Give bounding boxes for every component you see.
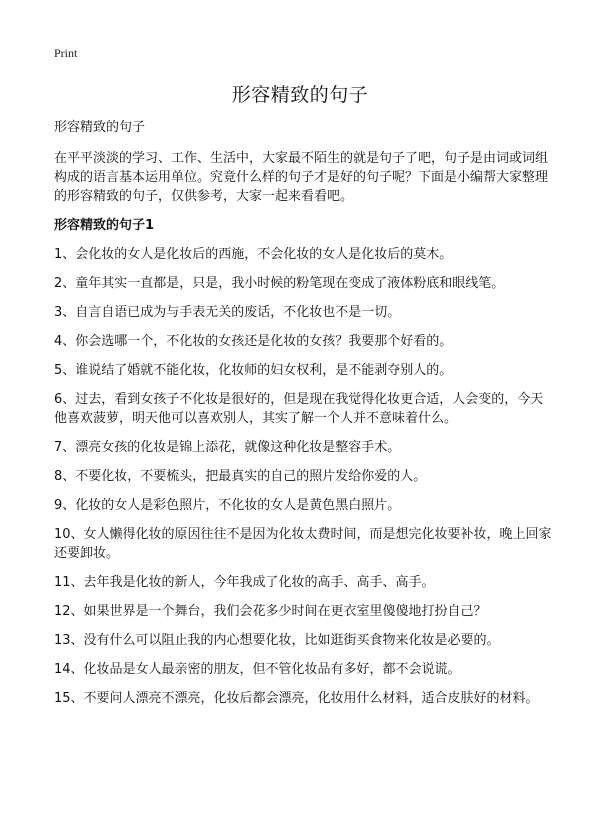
list-item: 11、去年我是化妆的新人，今年我成了化妆的高手、高手、高手。 xyxy=(54,575,435,590)
list-item: 4、你会选哪一个，不化妆的女孩还是化妆的女孩？我要那个好看的。 xyxy=(54,334,453,349)
list-item: 14、化妆品是女人最亲密的朋友，但不管化妆品有多好，都不会说谎。 xyxy=(54,662,461,677)
print-link[interactable]: Print xyxy=(54,46,78,60)
list-item: 15、不要问人漂亮不漂亮，化妆后都会漂亮，化妆用什么材料，适合皮肤好的材料。 xyxy=(54,691,539,706)
list-item: 12、如果世界是一个舞台，我们会花多少时间在更衣室里傻傻地打扮自己？ xyxy=(54,604,487,619)
list-item: 8、不要化妆，不要梳头，把最真实的自己的照片发给你爱的人。 xyxy=(54,469,427,484)
list-item: 2、童年其实一直都是，只是，我小时候的粉笔现在变成了液体粉底和眼线笔。 xyxy=(54,276,505,291)
list-item: 3、自言自语已成为与手表无关的废话，不化妆也不是一切。 xyxy=(54,305,401,320)
list-item: 1、会化妆的女人是化妆后的西施，不会化妆的女人是化妆后的莫木。 xyxy=(54,247,453,262)
list-item: 6、过去，看到女孩子不化妆是很好的，但是现在我觉得化妆更合适，人会变的，今天他喜欢菠萝，明天他可以喜欢别人，其实了解一个人并不意味着什么。 xyxy=(54,392,544,426)
article-subtitle: 形容精致的句子 xyxy=(54,120,146,135)
list-item: 7、漂亮女孩的化妆是锦上添花，就像这种化妆是整容手术。 xyxy=(54,440,401,455)
list-item: 5、谁说结了婚就不能化妆，化妆师的妇女权利，是不能剥夺别人的。 xyxy=(54,363,453,378)
page-title: 形容精致的句子 xyxy=(231,84,369,106)
article-body xyxy=(54,118,554,718)
list-item: 9、化妆的女人是彩色照片，不化妆的女人是黄色黑白照片。 xyxy=(54,498,401,513)
list-item: 13、没有什么可以阻止我的内心想要化妆，比如逛街买食物来化妆是必要的。 xyxy=(54,633,500,648)
intro-paragraph: 在平平淡淡的学习、工作、生活中，大家最不陌生的就是句子了吧，句子是由词或词组构成的语言基本运用单位。究竟什么样的句子才是好的句子呢？下面是小编帮大家整理的形容精致的句子，仅供参考，大家一起来看看吧。 xyxy=(54,151,549,204)
section-heading: 形容精致的句子1 xyxy=(54,218,155,233)
list-item: 10、女人懒得化妆的原因往往不是因为化妆太费时间，而是想完化妆要补妆，晚上回家还要卸妆。 xyxy=(54,527,552,561)
